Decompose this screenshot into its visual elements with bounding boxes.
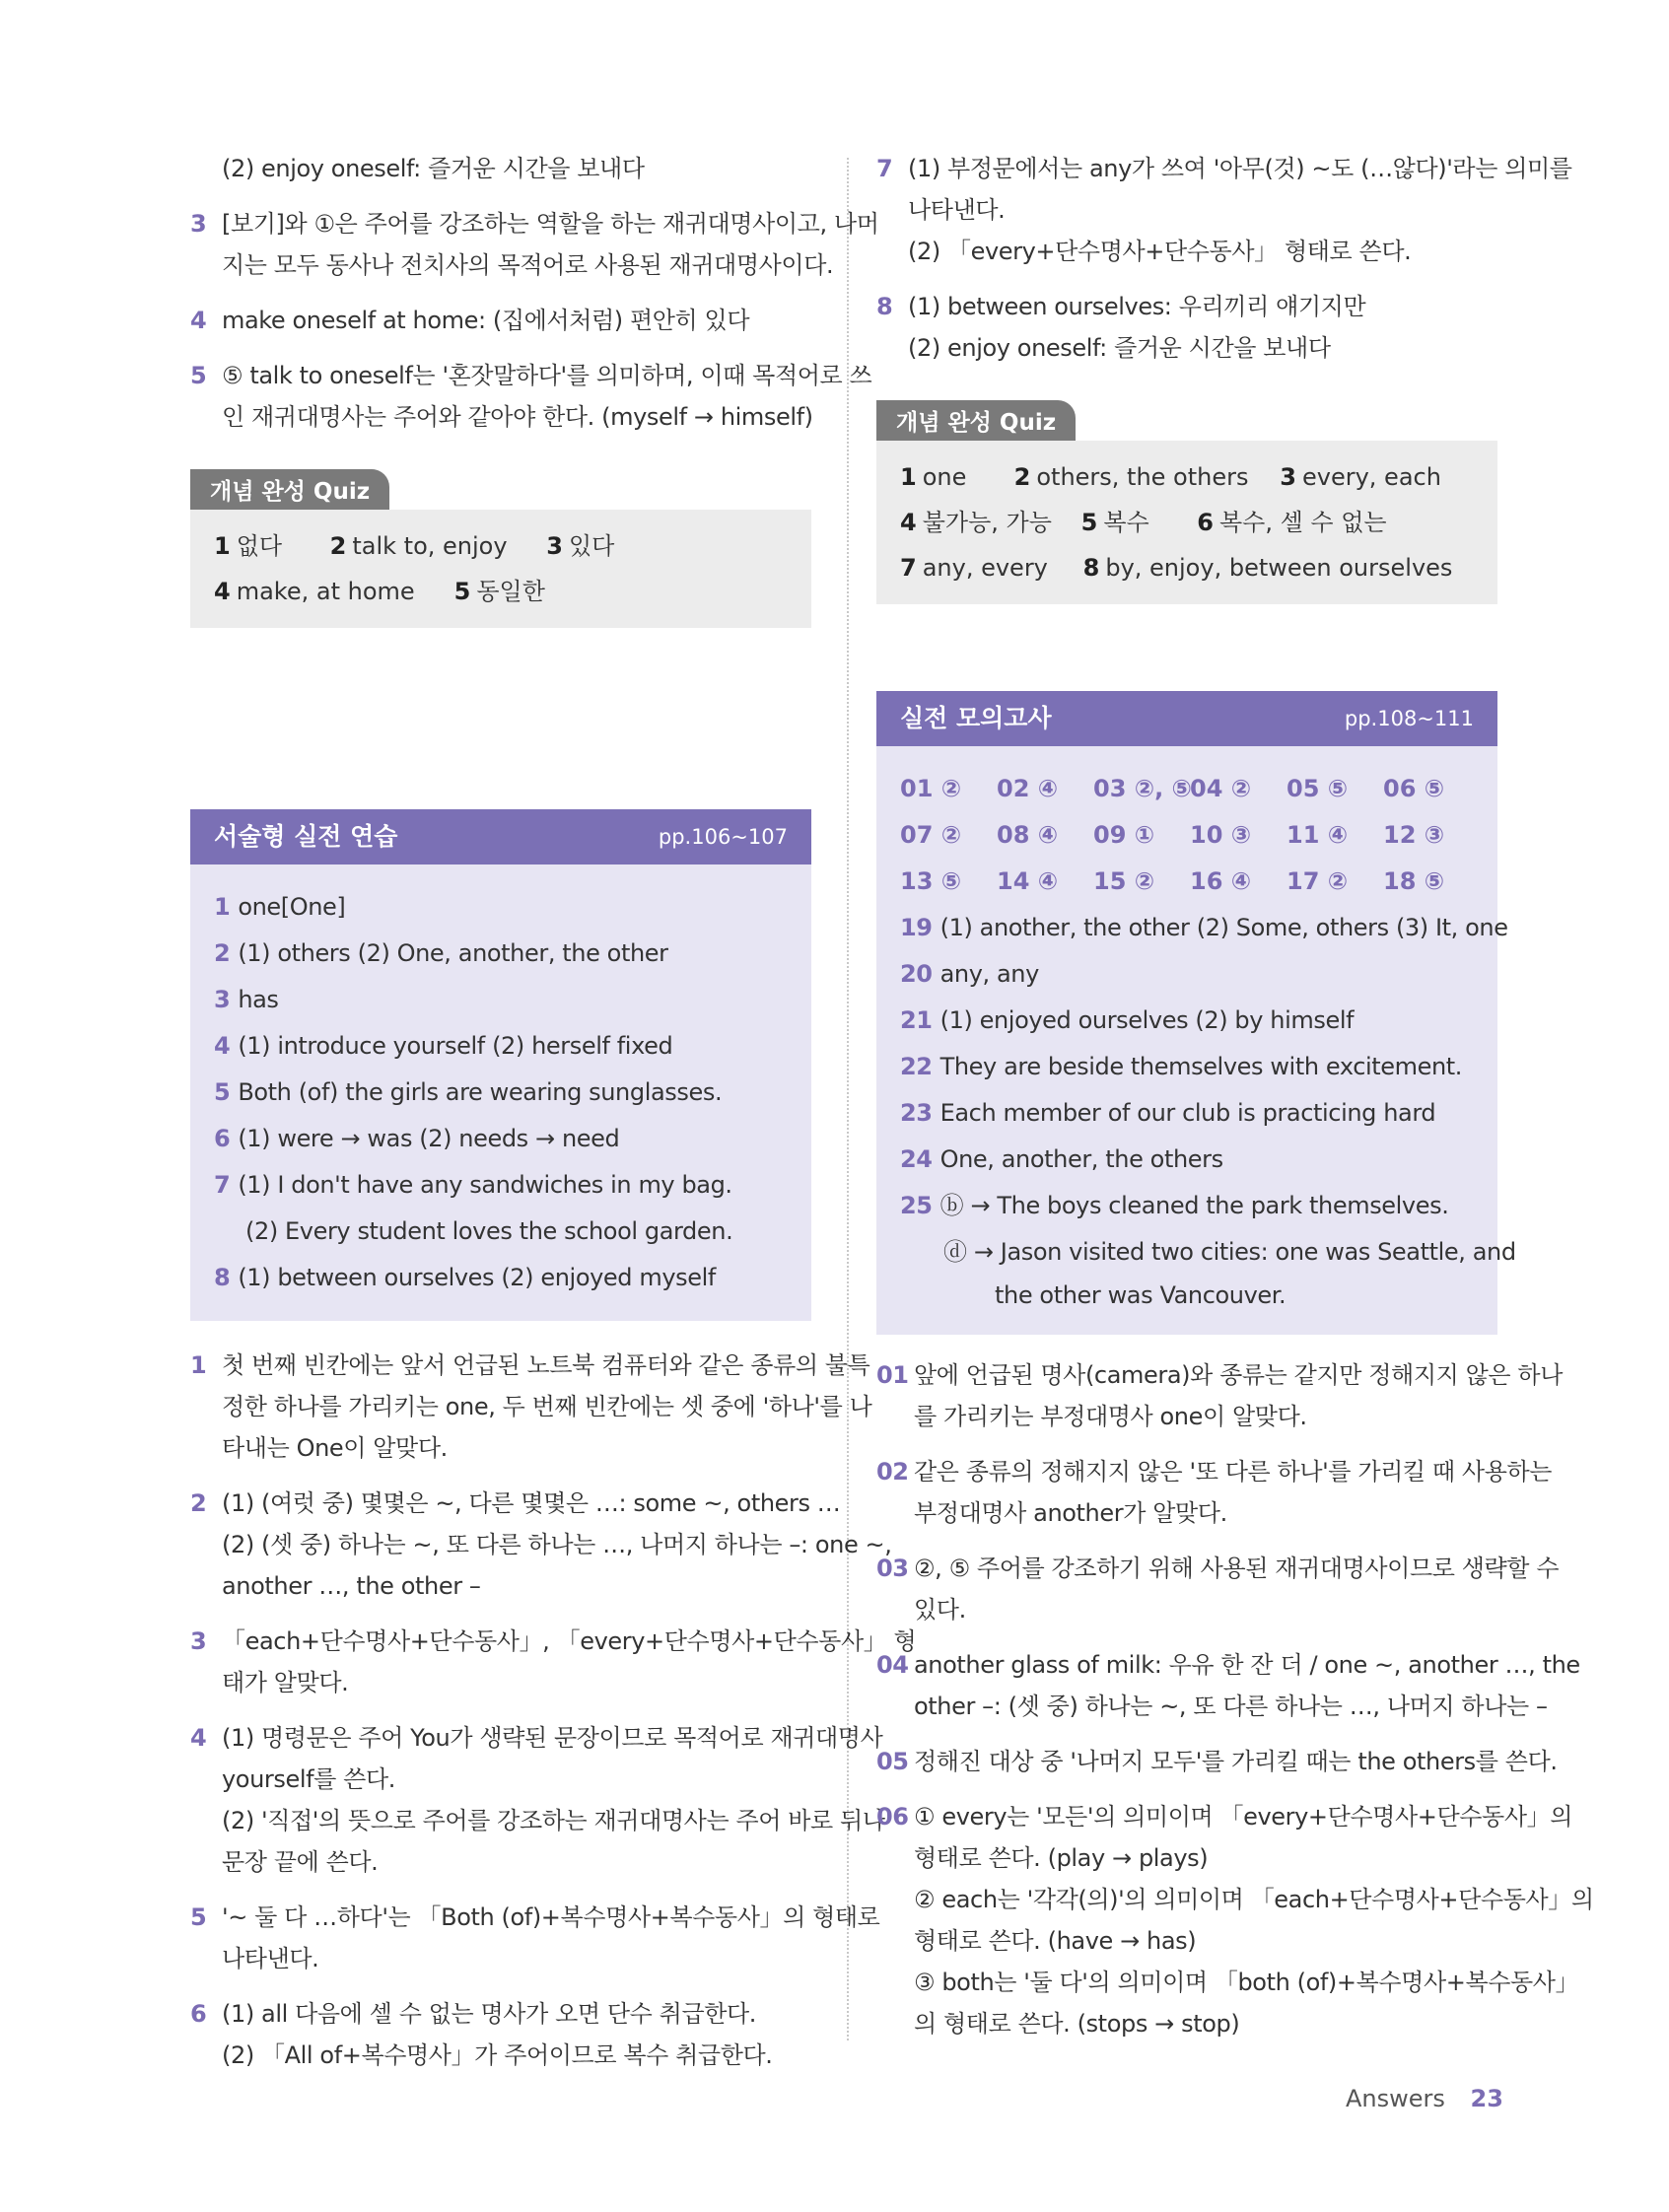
quiz-box <box>190 510 811 628</box>
practice-answer: 4 (1) introduce yourself (2) herself fixed <box>214 1032 673 1060</box>
practice-answer: 8 (1) between ourselves (2) enjoyed myself <box>214 1264 716 1291</box>
quiz-answer: 1 없다 <box>214 532 283 560</box>
quiz-row <box>214 523 788 569</box>
mock-answer: 25 ⓑ → The boys cleaned the park themselves. <box>900 1192 1449 1219</box>
quiz-row <box>214 569 788 614</box>
mock-answer: 19 (1) another, the other (2) Some, others (3) It, one <box>900 914 1508 941</box>
item-number: 4 <box>190 307 207 334</box>
column-divider <box>847 158 849 2040</box>
left-column <box>190 148 917 2090</box>
answer-grid-row: 07 ② 08 ④ 09 ① 10 ③ 11 ④ 12 ③ <box>900 821 1445 849</box>
mock-answer: the other was Vancouver. <box>995 1281 1287 1309</box>
explanation-item: 3 「each+단수명사+단수동사」, 「every+단수명사+단수동사」 형 태가 알맞다. <box>190 1627 917 1696</box>
item-text: 지는 모두 동사나 전치사의 목적어로 사용된 재귀대명사이다. <box>222 251 834 279</box>
practice-answer: 3 has <box>214 986 279 1013</box>
explanation-item: 04 another glass of milk: 우유 한 잔 더 / one ~, another …, the other –: (셋 중) 하나는 ~, 또 다른 하나는 …, 나머지 하나는 – <box>876 1651 1580 1720</box>
item-text: make oneself at home: (집에서처럼) 편안히 있다 <box>222 307 750 334</box>
item-text: (2) enjoy oneself: 즐거운 시간을 보내다 <box>222 155 645 182</box>
footer-label: Answers <box>1346 2085 1445 2112</box>
section-header <box>876 691 1497 746</box>
section-title: 서술형 실전 연습 <box>214 822 398 851</box>
quiz-box <box>876 441 1497 604</box>
explanation-item: 2 (1) (여럿 중) 몇몇은 ~, 다른 몇몇은 …: some ~, others … (2) (셋 중) 하나는 ~, 또 다른 하나는 …, 나머지 하나는 –: one ~, another …, the other – <box>190 1489 892 1600</box>
section-pages: pp.106~107 <box>658 825 788 849</box>
practice-answer: 7 (1) I don't have any sandwiches in my bag. <box>214 1171 732 1199</box>
quiz-answer: 5 동일한 <box>453 578 545 605</box>
item-number: 5 <box>190 362 207 389</box>
left-intro-list <box>190 148 879 438</box>
explanation-item: 06 ① every는 '모든'의 의미이며 「every+단수명사+단수동사」의 형태로 쓴다. (play → plays) ② each는 '각각(의)'의 의미이며 「each+단수명사+단수동사」의 형태로 쓴다. (have → has) ③ both는 '둘 다'의 의미이며 「both (of)+복수명사+복수동사」 의 형태로 쓴다. (stops → stop) <box>876 1803 1594 2038</box>
page-footer <box>1346 2085 1503 2112</box>
item-text: [보기]와 ①은 주어를 강조하는 역할을 하는 재귀대명사이고, 나머 <box>222 210 879 238</box>
answer-item <box>190 355 872 438</box>
answer-grid-row: 01 ② 02 ④ 03 ②, ⑤04 ② 05 ⑤ 06 ⑤ <box>900 775 1445 802</box>
quiz-answer: 5 복수 <box>1080 509 1149 536</box>
section-title: 실전 모의고사 <box>900 704 1052 732</box>
quiz-row <box>900 454 1474 500</box>
right-explanations <box>876 1354 1594 2044</box>
mock-answer: 23 Each member of our club is practicing hard <box>900 1099 1436 1127</box>
quiz-answer: 7 any, every <box>900 554 1048 582</box>
section-body <box>190 864 811 1321</box>
quiz-tab: 개념 완성 Quiz <box>876 400 1076 441</box>
explanation-item: 02 같은 종류의 정해지지 않은 '또 다른 하나'를 가리킬 때 사용하는 부정대명사 another가 알맞다. <box>876 1458 1553 1527</box>
explanation-item: 5 '~ 둘 다 …하다'는 「Both (of)+복수명사+복수동사」의 형태로 나타낸다. <box>190 1903 880 1972</box>
explanation-item: 4 (1) 명령문은 주어 You가 생략된 문장이므로 목적어로 재귀대명사 yourself를 쓴다. (2) '직접'의 뜻으로 주어를 강조하는 재귀대명사는 주어 바로 뒤나 문장 끝에 쓴다. <box>190 1724 885 1876</box>
practice-answer: 6 (1) were → was (2) needs → need <box>214 1125 620 1152</box>
answer-item: 8 (1) between ourselves: 우리끼리 얘기지만 (2) enjoy oneself: 즐거운 시간을 보내다 <box>876 293 1366 362</box>
left-explanations <box>190 1345 917 2076</box>
answer-item <box>190 203 879 286</box>
section-header <box>190 809 811 864</box>
quiz-answer: 6 복수, 셀 수 없는 <box>1197 509 1387 536</box>
quiz-answer: 8 by, enjoy, between ourselves <box>1082 554 1453 582</box>
practice-section <box>190 809 811 1321</box>
mock-answer: 22 They are beside themselves with excitement. <box>900 1053 1463 1080</box>
section-pages: pp.108~111 <box>1344 707 1474 730</box>
right-intro-list <box>876 148 1572 369</box>
quiz-answer: 4 make, at home <box>214 578 415 605</box>
practice-answer: (2) Every student loves the school garden. <box>245 1217 733 1245</box>
quiz-row <box>900 545 1474 590</box>
mock-answer: 21 (1) enjoyed ourselves (2) by himself <box>900 1006 1355 1034</box>
practice-answer: 1 one[One] <box>214 893 346 921</box>
explanation-item: 01 앞에 언급된 명사(camera)와 종류는 같지만 정해지지 않은 하나 를 가리키는 부정대명사 one이 알맞다. <box>876 1361 1563 1430</box>
practice-answer: 2 (1) others (2) One, another, the other <box>214 939 668 967</box>
answer-item: 7 (1) 부정문에서는 any가 쓰여 '아무(것) ~도 (…않다)'라는 의미를 나타낸다. (2) 「every+단수명사+단수동사」 형태로 쓴다. <box>876 155 1572 265</box>
answer-item <box>190 148 811 189</box>
page-number: 23 <box>1470 2085 1503 2112</box>
answer-item <box>190 300 811 341</box>
practice-answer: 5 Both (of) the girls are wearing sunglasses. <box>214 1078 723 1106</box>
explanation-item: 05 정해진 대상 중 '나머지 모두'를 가리킬 때는 the others를 쓴다. <box>876 1748 1558 1775</box>
quiz-answer: 1 one <box>900 463 967 491</box>
right-quiz <box>876 382 1497 604</box>
item-text: ⑤ talk to oneself는 '혼잣말하다'를 의미하며, 이때 목적어로 쓰 <box>222 362 872 389</box>
quiz-answer: 4 불가능, 가능 <box>900 509 1052 536</box>
quiz-answer: 3 every, each <box>1280 463 1441 491</box>
quiz-answer: 2 talk to, enjoy <box>329 532 508 560</box>
mock-answer: ⓓ → Jason visited two cities: one was Seattle, and <box>943 1238 1516 1266</box>
quiz-answer: 2 others, the others <box>1013 463 1249 491</box>
explanation-item: 1 첫 번째 빈칸에는 앞서 언급된 노트북 컴퓨터와 같은 종류의 불특 정한 하나를 가리키는 one, 두 번째 빈칸에는 셋 중에 '하나'를 나 타내는 One이 알맞다. <box>190 1351 872 1462</box>
mock-exam-section <box>876 691 1516 1335</box>
item-text: 인 재귀대명사는 주어와 같아야 한다. (myself → himself) <box>222 403 813 431</box>
mock-answer: 20 any, any <box>900 960 1039 988</box>
item-number: 3 <box>190 210 207 238</box>
quiz-row <box>900 500 1474 545</box>
mock-answer: 24 One, another, the others <box>900 1145 1223 1173</box>
left-quiz <box>190 451 811 628</box>
quiz-answer: 3 있다 <box>546 532 615 560</box>
explanation-item: 03 ②, ⑤ 주어를 강조하기 위해 사용된 재귀대명사이므로 생략할 수 있다. <box>876 1555 1560 1624</box>
explanation-item: 6 (1) all 다음에 셀 수 없는 명사가 오면 단수 취급한다. (2) 「All of+복수명사」가 주어이므로 복수 취급한다. <box>190 2000 773 2069</box>
section-body <box>876 746 1516 1335</box>
answer-grid-row: 13 ⑤ 14 ④ 15 ② 16 ④ 17 ② 18 ⑤ <box>900 867 1445 895</box>
quiz-tab: 개념 완성 Quiz <box>190 469 389 510</box>
right-column <box>876 148 1594 2058</box>
